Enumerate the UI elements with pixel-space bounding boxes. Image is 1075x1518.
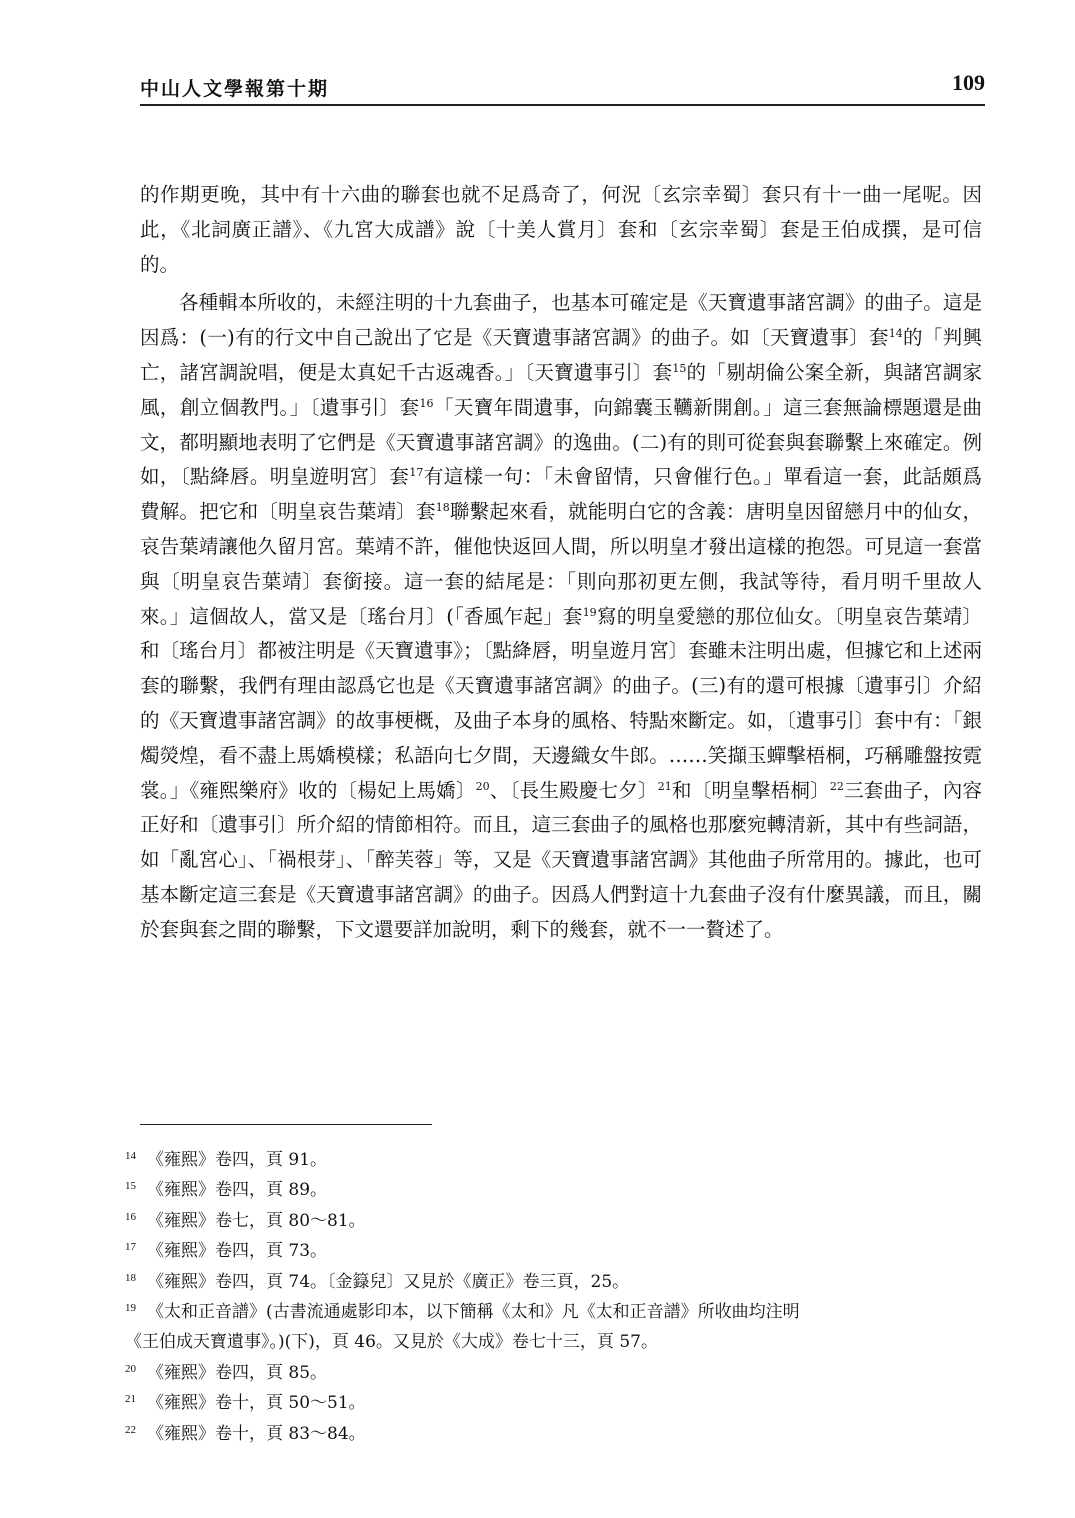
- text-segment: 三套曲子，內容正好和〔遺事引〕所介紹的情節相符。而且，這三套曲子的風格也那麼宛轉清新，其中有些詞語，如「亂宮心」、「禍根芽」、「醉芙蓉」等，又是《天寶遺事諸宮調》其他曲子所常用的。據此，也可基本斷定這三套是《天寶遺事諸宮調》的曲子。因爲人們對這十九套曲子沒有什麼異議，而且，關於套與套之間的聯繫，下文還要詳加說明，剩下的幾套，就不一一贅述了。: [140, 778, 982, 941]
- footnote-item: [125, 1388, 985, 1418]
- footnote-separator: [140, 1124, 432, 1125]
- footnote-line: 《雍熙》卷四，頁 74。〔金籙兒〕又見於《廣正》卷三頁，25。: [147, 1271, 630, 1292]
- footnote-number: 20: [125, 1362, 136, 1375]
- text-segment: 的「剔胡倫公案全新，與諸宮調家風，創立個教門。」〔遺事引〕套: [140, 360, 982, 419]
- footnote-item: [125, 1358, 985, 1388]
- running-header: [140, 68, 985, 108]
- footnote-text: [147, 1236, 985, 1266]
- main-text: [140, 178, 982, 948]
- footnote-ref[interactable]: 15: [672, 361, 687, 375]
- footnote-line: 《雍熙》卷四，頁 91。: [147, 1150, 328, 1170]
- footnote-item: [125, 1206, 985, 1236]
- footnotes: [125, 1145, 985, 1449]
- footnote-number: 15: [125, 1180, 136, 1193]
- paragraph-1: [140, 178, 982, 282]
- journal-title: 中山人文學報第十期: [140, 78, 330, 100]
- footnote-number: 22: [125, 1423, 136, 1436]
- footnote-line: 《太和正音譜》(古書流通處影印本，以下簡稱《太和》凡《太和正音譜》所收曲均注明: [147, 1302, 800, 1323]
- page-number: 109: [952, 70, 985, 95]
- text-segment: 「天寶年間遺事，向錦囊玉韉新開創。」這三套無論標題還是曲文，都明顯地表明了它們是《天寶遺事諸宮調》的逸曲。(二)有的則可從套與套聯繫上來確定。例如，〔點絳唇。明皇遊明宮〕套: [140, 395, 982, 489]
- footnote-line: 《雍熙》卷十，頁 83～84。: [147, 1423, 366, 1444]
- footnote-continuation: 《王伯成天寶遺事》。)(下)，頁 46。又見於《大成》卷七十三，頁 57。: [125, 1332, 658, 1353]
- footnote-ref[interactable]: 20: [475, 779, 490, 793]
- text-segment: 和〔明皇擊梧桐〕: [671, 778, 830, 802]
- footnote-ref[interactable]: 21: [657, 779, 672, 793]
- footnote-number: 19: [125, 1302, 136, 1315]
- text-segment: 有這樣一句：「未會留情，只會催行色。」單看這一套，此話頗爲費解。把它和〔明皇哀告葉靖〕套: [140, 465, 982, 524]
- footnote-text: [147, 1267, 985, 1297]
- footnote-ref[interactable]: 19: [582, 605, 597, 619]
- footnote-ref[interactable]: 14: [888, 327, 903, 341]
- footnote-item: [125, 1145, 985, 1175]
- text-segment: 各種輯本所收的，未經注明的十九套曲子，也基本可確定是《天寶遺事諸宮調》的曲子。這是因爲：(一)有的行文中自己說出了它是《天寶遺事諸宮調》的曲子。如〔天寶遺事〕套: [140, 291, 982, 350]
- paragraph-2: [140, 286, 982, 947]
- footnote-ref[interactable]: 18: [435, 501, 450, 515]
- footnote-line: 《雍熙》卷四，頁 73。: [147, 1241, 328, 1262]
- footnote-text: [147, 1145, 985, 1175]
- text-segment: 、〔長生殿慶七夕〕: [489, 778, 658, 802]
- text-segment: 寫的明皇愛戀的那位仙女。〔明皇哀告葉靖〕和〔瑤台月〕都被注明是《天寶遺事》；〔點絳唇，明皇遊月宮〕套雖未注明出處，但據它和上述兩套的聯繫，我們有理由認爲它也是《天寶遺事諸宮調》的曲子。(三)有的還可根據〔遺事引〕介紹的《天寶遺事諸宮調》的故事梗概，及曲子本身的風格、特點來斷定。如，〔遺事引〕套中有：「銀燭熒煌，看不盡上馬嬌模樣；私語向七夕間，天邊織女牛郎。……笑擷玉蟬擊梧桐，巧稱雕盤按霓裳。」《雍熙樂府》收的〔楊妃上馬嬌〕: [140, 604, 982, 802]
- text-segment: 的「判興亡，諸宮調說唱，便是太真妃千古返魂香。」〔天寶遺事引〕套: [140, 326, 982, 384]
- footnote-text: [147, 1419, 985, 1449]
- footnote-ref[interactable]: 16: [419, 396, 434, 410]
- footnote-line: 《雍熙》卷四，頁 85。: [147, 1362, 328, 1383]
- footnote-line: 《雍熙》卷七，頁 80～81。: [147, 1210, 366, 1231]
- footnote-item: [125, 1267, 985, 1297]
- footnote-number: 17: [125, 1241, 136, 1254]
- footnote-number: 16: [125, 1210, 136, 1223]
- footnote-ref[interactable]: 17: [409, 466, 424, 480]
- footnote-text: [147, 1388, 985, 1418]
- footnote-line: 《雍熙》卷十，頁 50～51。: [147, 1393, 366, 1414]
- footnote-item: [125, 1297, 985, 1358]
- text-segment: 聯繫起來看，就能明白它的含義：唐明皇因留戀月中的仙女，哀告葉靖讓他久留月宮。葉靖不許，催他快返回人間，所以明皇才發出這樣的抱怨。可見這一套當與〔明皇哀告葉靖〕套銜接。這一套的結尾是：「則向那初更左側，我試等待，看月明千里故人來。」這個故人，當又是〔瑤台月〕(「香風乍起」套: [140, 500, 982, 628]
- text-segment: 的作期更晚，其中有十六曲的聯套也就不足爲奇了，何況〔玄宗幸蜀〕套只有十一曲一尾呢。因此，《北詞廣正譜》、《九宮大成譜》說〔十美人賞月〕套和〔玄宗幸蜀〕套是王伯成撰，是可信的。: [140, 183, 982, 276]
- footnote-item: [125, 1175, 985, 1205]
- footnote-ref[interactable]: 22: [829, 779, 844, 793]
- footnote-text: [147, 1206, 985, 1236]
- footnote-text: [147, 1358, 985, 1388]
- footnote-number: 21: [125, 1393, 136, 1406]
- footnote-item: [125, 1236, 985, 1266]
- footnote-text: [147, 1175, 985, 1205]
- footnote-number: 18: [125, 1271, 136, 1284]
- footnote-item: [125, 1419, 985, 1449]
- footnote-line: 《雍熙》卷四，頁 89。: [147, 1180, 328, 1201]
- header-rule: [140, 104, 985, 106]
- footnote-number: 14: [125, 1150, 136, 1162]
